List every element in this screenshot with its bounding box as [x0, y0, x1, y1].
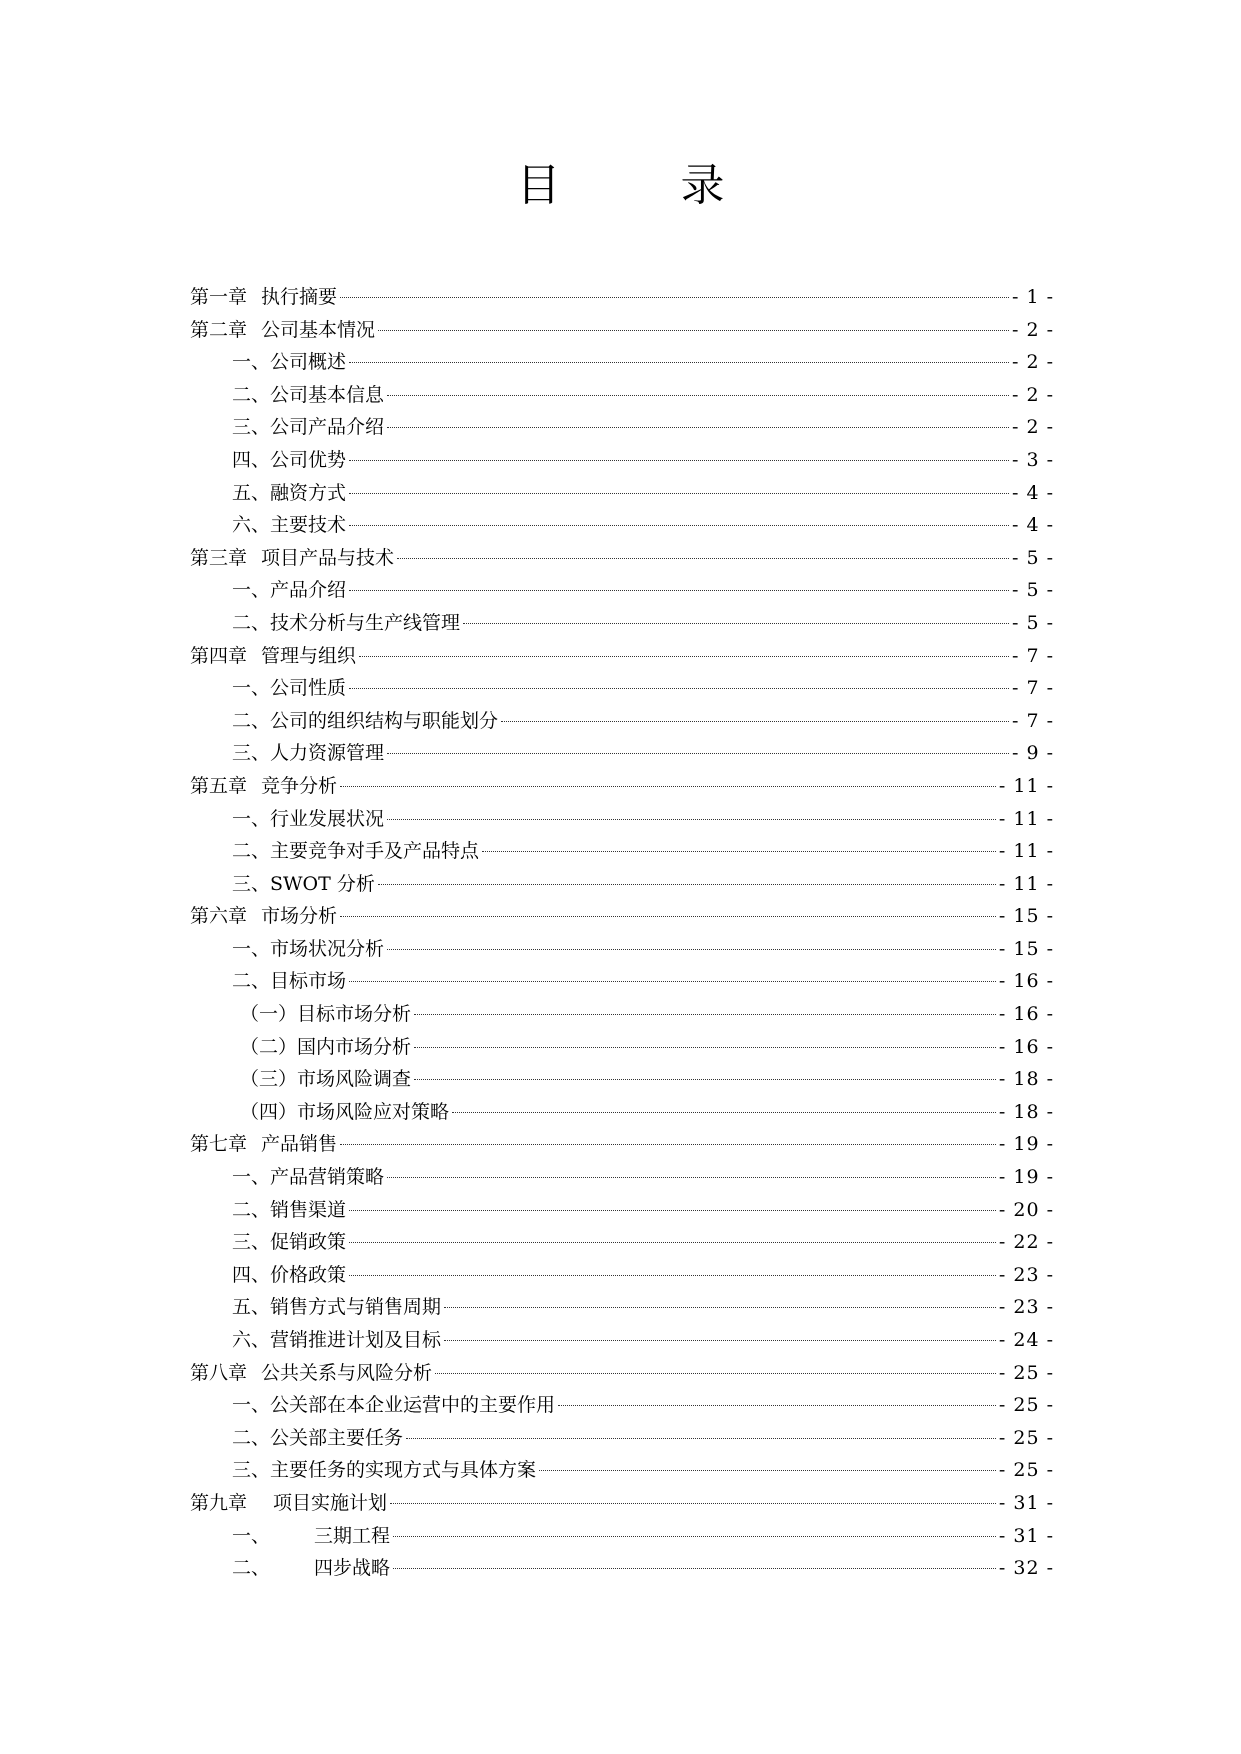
toc-entry-text: 执行摘要 [261, 286, 338, 308]
toc-entry-text: 国内市场分析 [297, 1035, 412, 1058]
toc-entry[interactable] [190, 1552, 1054, 1585]
toc-entry-text: 市场风险调查 [297, 1068, 412, 1091]
toc-entry-label [190, 1128, 337, 1161]
page-title: 目 录 [516, 160, 763, 211]
toc-entry[interactable] [190, 1226, 1054, 1259]
toc-dot-leader [387, 395, 1009, 396]
toc-entry-label [240, 998, 411, 1031]
toc-entry-text: 市场分析 [261, 905, 338, 928]
toc-page-number: - 2 - [1011, 351, 1054, 374]
toc-entry[interactable] [190, 933, 1054, 966]
toc-entry[interactable] [190, 411, 1054, 444]
toc-page-number: - 5 - [1011, 546, 1054, 569]
toc-entry-text: SWOT 分析 [270, 872, 375, 895]
toc-page-number: - 18 - [998, 1068, 1054, 1091]
toc-dot-leader [349, 688, 1009, 689]
toc-dot-leader [387, 427, 1009, 428]
toc-dot-leader [397, 558, 1009, 559]
toc-page-number: - 31 - [998, 1491, 1054, 1514]
toc-page-number: - 19 - [998, 1133, 1054, 1156]
toc-entry[interactable] [190, 640, 1054, 673]
toc-entry[interactable] [190, 900, 1054, 933]
toc-entry[interactable] [190, 477, 1054, 510]
toc-entry[interactable] [190, 1031, 1054, 1064]
toc-page-number: - 16 - [998, 1003, 1054, 1026]
toc-entry-text: 公关部在本企业运营中的主要作用 [270, 1394, 556, 1417]
toc-entry-text: 主要竞争对手及产品特点 [270, 840, 480, 863]
toc-entry[interactable] [190, 1161, 1054, 1194]
toc-page-number: - 23 - [998, 1263, 1054, 1286]
toc-entry-prefix: 六、 [232, 1329, 271, 1351]
toc-entry-label [232, 868, 375, 901]
toc-dot-leader [387, 753, 1009, 754]
toc-entry[interactable] [190, 1194, 1054, 1227]
toc-entry-label [240, 1096, 449, 1129]
toc-dot-leader [393, 1568, 996, 1569]
toc-entry[interactable] [190, 1096, 1054, 1129]
toc-entry-prefix: 第一章 [190, 286, 248, 308]
toc-page-number: - 9 - [1011, 742, 1054, 765]
toc-entry-text: 目标市场 [270, 970, 347, 993]
toc-entry-label [232, 574, 346, 607]
toc-page-number: - 4 - [1011, 481, 1054, 504]
toc-entry-prefix: 第八章 [190, 1361, 248, 1384]
toc-page-number: - 7 - [1011, 709, 1054, 732]
toc-entry-text: 目标市场分析 [297, 1003, 412, 1026]
toc-entry-text: 公共关系与风险分析 [261, 1361, 433, 1384]
toc-entry-label [232, 933, 384, 966]
toc-entry-text: 公关部主要任务 [270, 1426, 404, 1449]
toc-page-number: - 3 - [1011, 448, 1054, 471]
toc-entry[interactable] [190, 672, 1054, 705]
toc-entry-prefix: 二、 [232, 1426, 271, 1449]
toc-dot-leader [393, 1536, 996, 1537]
toc-entry-label [232, 1194, 346, 1227]
toc-entry-text: 人力资源管理 [270, 742, 385, 765]
toc-entry[interactable] [190, 1422, 1054, 1455]
toc-entry-label [232, 1552, 390, 1585]
toc-entry-label [232, 411, 384, 444]
toc-entry-label [232, 1454, 536, 1487]
toc-entry[interactable] [190, 803, 1054, 836]
toc-page-number: - 11 - [998, 840, 1054, 863]
toc-entry-text: 管理与组织 [261, 644, 357, 667]
toc-page-number: - 11 - [998, 807, 1054, 830]
toc-entry[interactable] [190, 379, 1054, 412]
toc-entry-label [232, 737, 384, 770]
toc-entry[interactable] [190, 737, 1054, 770]
toc-entry-label [232, 803, 384, 836]
toc-page-number: - 11 - [998, 872, 1054, 895]
toc-entry-prefix: 二、 [232, 840, 271, 863]
toc-entry-prefix: 三、 [232, 1231, 271, 1254]
toc-entry-prefix: 二、 [232, 1198, 271, 1221]
table-of-contents [190, 281, 1054, 1585]
toc-dot-leader [378, 884, 996, 885]
toc-page-number: - 16 - [998, 1035, 1054, 1058]
toc-page-number: - 2 - [1011, 416, 1054, 439]
toc-entry-prefix: 一、 [232, 351, 271, 374]
toc-page-number: - 25 - [998, 1459, 1054, 1482]
toc-dot-leader [501, 721, 1009, 722]
toc-entry-prefix: 一、 [232, 937, 271, 960]
toc-entry-text: 产品介绍 [270, 579, 347, 602]
toc-entry-text: 价格政策 [270, 1263, 347, 1286]
toc-entry-prefix: （二） [240, 1035, 298, 1058]
toc-page-number: - 15 - [998, 937, 1054, 960]
toc-dot-leader [387, 819, 996, 820]
toc-entry[interactable] [190, 1487, 1054, 1520]
toc-entry-prefix: 第九章 [190, 1491, 248, 1514]
toc-dot-leader [349, 460, 1009, 461]
toc-entry[interactable] [190, 542, 1054, 575]
toc-entry-label [232, 705, 498, 738]
toc-entry-prefix: （四） [240, 1100, 298, 1123]
toc-entry[interactable] [190, 835, 1054, 868]
toc-dot-leader [349, 590, 1009, 591]
toc-page-number: - 2 - [1011, 318, 1054, 341]
toc-dot-leader [444, 1340, 996, 1341]
toc-entry-label [190, 640, 356, 673]
toc-dot-leader [359, 656, 1009, 657]
toc-entry-label [190, 281, 337, 314]
toc-entry[interactable] [190, 574, 1054, 607]
toc-dot-leader [349, 1242, 996, 1243]
toc-dot-leader [349, 362, 1009, 363]
toc-entry-text: 公司基本情况 [261, 318, 376, 341]
toc-page-number: - 31 - [998, 1524, 1054, 1547]
toc-entry-text: 公司概述 [270, 351, 347, 374]
toc-dot-leader [340, 786, 996, 787]
toc-entry[interactable] [190, 1324, 1054, 1357]
toc-entry[interactable] [190, 1454, 1054, 1487]
toc-page-number: - 18 - [998, 1100, 1054, 1123]
toc-page-number: - 7 - [1011, 644, 1054, 667]
toc-entry-text: 主要技术 [270, 514, 347, 537]
toc-entry-label [190, 542, 394, 575]
toc-entry[interactable] [190, 314, 1054, 347]
toc-entry-text: 公司基本信息 [270, 383, 385, 406]
toc-dot-leader [349, 1275, 996, 1276]
toc-dot-leader [340, 297, 1009, 298]
toc-entry-label [232, 379, 384, 412]
toc-entry-prefix: 二、 [232, 383, 271, 406]
toc-entry-text: 营销推进计划及目标 [270, 1329, 442, 1351]
toc-entry[interactable] [190, 868, 1054, 901]
toc-dot-leader [406, 1438, 996, 1439]
toc-entry-label [232, 1389, 555, 1422]
toc-dot-leader [387, 1177, 996, 1178]
toc-entry[interactable] [190, 965, 1054, 998]
toc-entry-label [232, 1161, 384, 1194]
toc-dot-leader [482, 851, 996, 852]
toc-entry-text: 主要任务的实现方式与具体方案 [270, 1459, 537, 1482]
toc-dot-leader [349, 525, 1009, 526]
toc-entry[interactable] [190, 281, 1054, 314]
toc-entry-text: 公司产品介绍 [270, 416, 385, 439]
toc-entry-prefix: 五、 [232, 1296, 271, 1319]
toc-entry[interactable] [190, 1259, 1054, 1292]
toc-entry-prefix: 一、 [232, 807, 271, 830]
toc-entry-label [232, 607, 460, 640]
toc-entry-prefix: 二、 [232, 970, 271, 993]
toc-page-number: - 2 - [1011, 383, 1054, 406]
toc-entry-label [232, 509, 346, 542]
toc-entry[interactable] [190, 1128, 1054, 1161]
toc-page-number: - 24 - [998, 1329, 1054, 1351]
toc-dot-leader [414, 1047, 996, 1048]
toc-page-number: - 22 - [998, 1231, 1054, 1254]
toc-entry-label [240, 1031, 411, 1064]
toc-entry[interactable] [190, 770, 1054, 803]
toc-entry-label [232, 835, 479, 868]
toc-entry-prefix: 第六章 [190, 905, 248, 928]
toc-page-number: - 25 - [998, 1361, 1054, 1384]
toc-dot-leader [463, 623, 1009, 624]
toc-dot-leader [452, 1112, 996, 1113]
toc-entry-label [232, 1259, 346, 1292]
toc-page-number: - 25 - [998, 1394, 1054, 1417]
toc-entry-prefix: 一、 [232, 1524, 271, 1547]
toc-dot-leader [390, 1503, 996, 1504]
toc-page-number: - 5 - [1011, 611, 1054, 634]
toc-entry-text: 公司优势 [270, 448, 347, 471]
toc-entry-prefix: 六、 [232, 514, 271, 537]
toc-entry-prefix: 一、 [232, 579, 271, 602]
toc-entry-text: 产品营销策略 [270, 1166, 385, 1189]
toc-dot-leader [378, 330, 1009, 331]
toc-entry-text: 项目实施计划 [273, 1491, 388, 1514]
toc-entry-text: 促销政策 [270, 1231, 347, 1254]
toc-dot-leader [340, 916, 996, 917]
toc-page-number: - 7 - [1011, 677, 1054, 700]
toc-entry[interactable] [190, 607, 1054, 640]
toc-entry-prefix: 二、 [232, 611, 271, 634]
toc-dot-leader [349, 981, 996, 982]
toc-entry-text: 项目产品与技术 [261, 546, 395, 569]
toc-entry-prefix: 三、 [232, 742, 271, 765]
toc-entry[interactable] [190, 509, 1054, 542]
toc-dot-leader [539, 1470, 996, 1471]
toc-entry-label [232, 1291, 441, 1324]
toc-entry-prefix: （三） [240, 1068, 298, 1091]
toc-page-number: - 32 - [998, 1557, 1054, 1580]
toc-page-number: - 15 - [998, 905, 1054, 928]
toc-entry-text: 三期工程 [314, 1524, 391, 1547]
toc-entry-label [232, 346, 346, 379]
toc-entry-prefix: 三、 [232, 872, 271, 895]
toc-page-number: - 1 - [1011, 286, 1054, 308]
toc-entry-label [190, 900, 337, 933]
toc-entry[interactable] [190, 1063, 1054, 1096]
toc-entry-text: 竞争分析 [261, 774, 338, 797]
toc-page-number: - 19 - [998, 1166, 1054, 1189]
toc-entry-text: 产品销售 [261, 1133, 338, 1156]
toc-entry[interactable] [190, 346, 1054, 379]
toc-entry-label [190, 1357, 432, 1390]
toc-page-number: - 11 - [998, 774, 1054, 797]
toc-dot-leader [387, 949, 996, 950]
toc-entry-label [190, 314, 375, 347]
toc-entry[interactable] [190, 998, 1054, 1031]
toc-entry-prefix: 第四章 [190, 644, 248, 667]
toc-entry-prefix: 第五章 [190, 774, 248, 797]
toc-entry[interactable] [190, 1291, 1054, 1324]
toc-dot-leader [558, 1405, 996, 1406]
toc-entry[interactable] [190, 1520, 1054, 1553]
toc-entry-text: 公司性质 [270, 677, 347, 700]
toc-page-number: - 4 - [1011, 514, 1054, 537]
toc-entry-prefix: 一、 [232, 1166, 271, 1189]
toc-dot-leader [349, 493, 1009, 494]
toc-dot-leader [414, 1079, 996, 1080]
toc-entry-prefix: 第七章 [190, 1133, 248, 1156]
toc-entry[interactable] [190, 1389, 1054, 1422]
toc-entry-label [240, 1063, 411, 1096]
toc-entry-label [232, 444, 346, 477]
toc-entry-prefix: 二、 [232, 709, 271, 732]
toc-dot-leader [435, 1373, 996, 1374]
toc-entry-label [232, 965, 346, 998]
toc-entry-prefix: 三、 [232, 416, 271, 439]
toc-entry-text: 融资方式 [270, 481, 347, 504]
toc-entry-text: 销售方式与销售周期 [270, 1296, 442, 1319]
toc-entry-text: 技术分析与生产线管理 [270, 611, 461, 634]
toc-page-number: - 16 - [998, 970, 1054, 993]
toc-dot-leader [340, 1144, 996, 1145]
toc-entry-label [232, 1226, 346, 1259]
toc-entry-label [190, 1487, 387, 1520]
toc-entry[interactable] [190, 1357, 1054, 1390]
toc-entry-label [190, 770, 337, 803]
toc-entry-label [232, 672, 346, 705]
toc-entry-label [232, 1324, 441, 1357]
toc-page-number: - 5 - [1011, 579, 1054, 602]
toc-page-number: - 23 - [998, 1296, 1054, 1319]
toc-entry-prefix: 四、 [232, 448, 271, 471]
toc-page-number: - 20 - [998, 1198, 1054, 1221]
toc-entry-prefix: 一、 [232, 677, 271, 700]
toc-page-number: - 25 - [998, 1426, 1054, 1449]
toc-entry-prefix: 三、 [232, 1459, 271, 1482]
toc-dot-leader [349, 1210, 996, 1211]
toc-entry-label [232, 477, 346, 510]
toc-entry-text: 公司的组织结构与职能划分 [270, 709, 499, 732]
toc-entry-prefix: 第三章 [190, 546, 248, 569]
toc-dot-leader [414, 1014, 996, 1015]
toc-entry-text: 市场状况分析 [270, 937, 385, 960]
toc-entry-label [232, 1422, 403, 1455]
toc-entry-prefix: 五、 [232, 481, 271, 504]
toc-entry-text: 销售渠道 [270, 1198, 347, 1221]
toc-entry-text: 市场风险应对策略 [297, 1100, 450, 1123]
toc-entry-prefix: 四、 [232, 1263, 271, 1286]
toc-entry-label [232, 1520, 390, 1553]
toc-dot-leader [444, 1307, 996, 1308]
toc-entry-text: 行业发展状况 [270, 807, 385, 830]
toc-entry[interactable] [190, 444, 1054, 477]
toc-entry-text: 四步战略 [314, 1557, 391, 1580]
toc-entry-prefix: 二、 [232, 1557, 271, 1580]
toc-entry-prefix: 第二章 [190, 318, 248, 341]
toc-entry-prefix: （一） [240, 1003, 298, 1026]
toc-entry[interactable] [190, 705, 1054, 738]
toc-entry-prefix: 一、 [232, 1394, 271, 1417]
